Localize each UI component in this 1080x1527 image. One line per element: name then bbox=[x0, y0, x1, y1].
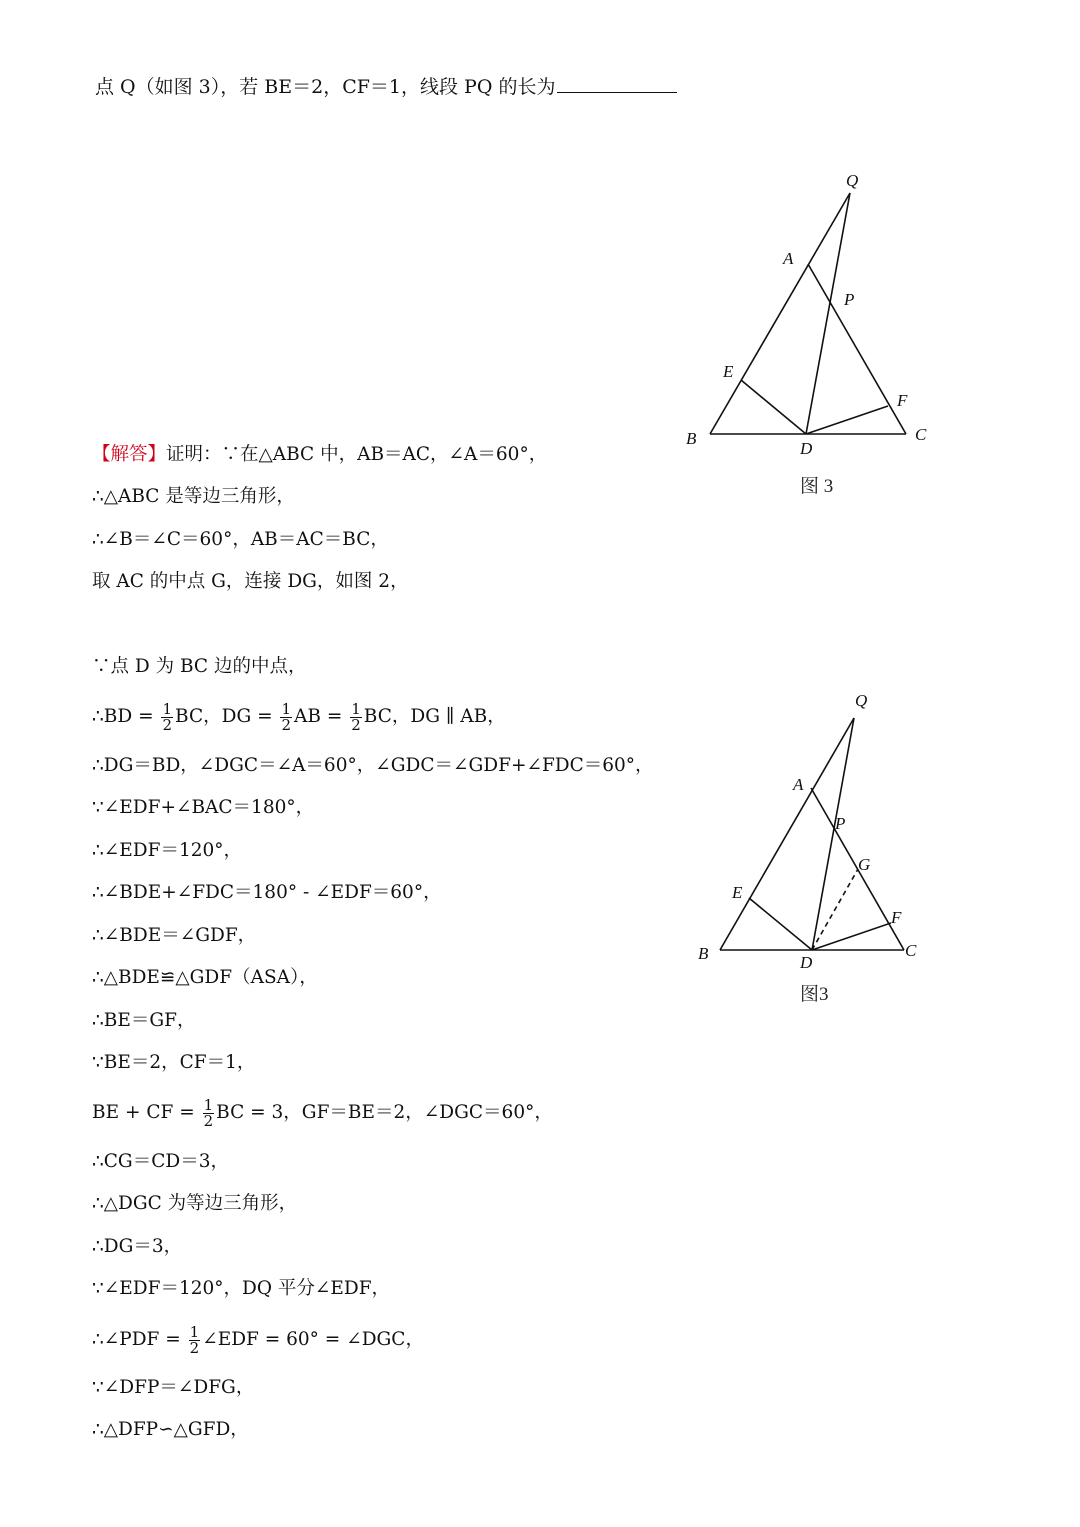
answer-blank bbox=[557, 74, 677, 93]
fraction-denominator: 2 bbox=[162, 715, 173, 734]
solution-tag: 【解答】 bbox=[92, 444, 167, 465]
fraction-numerator: 1 bbox=[281, 699, 292, 718]
fraction-half bbox=[350, 699, 362, 734]
solution-line: ∵点 D 为 BC 边的中点， bbox=[92, 656, 307, 677]
solution-line: 取 AC 的中点 G，连接 DG，如图 2， bbox=[92, 571, 409, 592]
sum-part-2: BC = 3，GF＝BE＝2，∠DGC＝60°， bbox=[216, 1102, 553, 1123]
label-F: F bbox=[891, 908, 902, 927]
label-E: E bbox=[723, 362, 734, 381]
label-Q: Q bbox=[855, 691, 868, 710]
pdf-part-2: ∠EDF = 60° = ∠DGC， bbox=[202, 1329, 424, 1350]
fraction-denominator: 2 bbox=[189, 1338, 200, 1357]
label-C: C bbox=[915, 425, 927, 444]
question-tail: 点 Q（如图 3），若 BE＝2，CF＝1，线段 PQ 的长为 bbox=[95, 76, 556, 98]
solution-line-pdf bbox=[92, 1323, 424, 1357]
solution-line: ∴∠B＝∠C＝60°，AB＝AC＝BC， bbox=[92, 529, 389, 550]
solution-line-bd bbox=[92, 700, 506, 734]
label-F: F bbox=[897, 391, 908, 410]
fraction-half bbox=[203, 1095, 215, 1130]
fraction-half bbox=[189, 1322, 201, 1357]
fraction-denominator: 2 bbox=[351, 715, 361, 734]
fraction-numerator: 1 bbox=[203, 1095, 214, 1114]
solution-line: ∵BE＝2，CF＝1， bbox=[92, 1052, 256, 1073]
solution-line: ∵∠EDF+∠BAC＝180°， bbox=[92, 797, 315, 818]
label-D: D bbox=[800, 953, 813, 972]
label-B: B bbox=[698, 944, 709, 963]
figure-2-caption: 图3 bbox=[800, 984, 829, 1005]
line-DE bbox=[749, 898, 812, 950]
solution-line: ∴CG＝CD＝3， bbox=[92, 1151, 229, 1172]
fraction-half bbox=[161, 699, 173, 734]
solution-line: ∴△DGC 为等边三角形， bbox=[92, 1193, 298, 1214]
solution-line: ∵∠EDF＝120°，DQ 平分∠EDF， bbox=[92, 1278, 391, 1299]
fraction-half bbox=[280, 699, 292, 734]
solution-line: ∴∠EDF＝120°， bbox=[92, 840, 243, 861]
solution-line: ∴△ABC 是等边三角形， bbox=[92, 486, 295, 507]
fraction-numerator: 1 bbox=[189, 1322, 200, 1341]
label-B: B bbox=[686, 429, 697, 448]
figure-1 bbox=[670, 165, 950, 510]
solution-line: ∴DG＝3， bbox=[92, 1236, 183, 1257]
figure-1-caption: 图 3 bbox=[800, 476, 834, 497]
label-A: A bbox=[793, 775, 804, 794]
line-DF bbox=[806, 406, 888, 434]
solution-line-0 bbox=[92, 443, 547, 467]
solution-line: ∴∠BDE＝∠GDF， bbox=[92, 925, 257, 946]
label-C: C bbox=[905, 941, 917, 960]
line-AC bbox=[808, 264, 906, 434]
solution-line: ∴∠BDE+∠FDC＝180° - ∠EDF＝60°， bbox=[92, 882, 442, 903]
pdf-part-1: ∴∠PDF = bbox=[92, 1329, 187, 1350]
solution-line-sum bbox=[92, 1096, 553, 1130]
bd-part-1: ∴BD = bbox=[92, 706, 160, 727]
label-A: A bbox=[783, 249, 794, 268]
solution-line: ∴BE＝GF， bbox=[92, 1010, 196, 1031]
label-P: P bbox=[835, 814, 846, 833]
solution-intro: 证明：∵在△ABC 中，AB＝AC，∠A＝60°， bbox=[166, 444, 548, 465]
fraction-numerator: 1 bbox=[162, 699, 173, 718]
fraction-numerator: 1 bbox=[351, 699, 361, 718]
line-BQ bbox=[710, 193, 850, 434]
solution-line: ∴DG＝BD，∠DGC＝∠A＝60°，∠GDC＝∠GDF+∠FDC＝60°， bbox=[92, 755, 654, 776]
fraction-denominator: 2 bbox=[281, 715, 292, 734]
bd-part-4: BC，DG ∥ AB， bbox=[363, 706, 506, 727]
line-BQ bbox=[720, 718, 854, 950]
solution-line: ∴△BDE≌△GDF（ASA）， bbox=[92, 967, 318, 988]
label-D: D bbox=[800, 439, 813, 458]
sum-part-1: BE + CF = bbox=[92, 1102, 201, 1123]
label-G: G bbox=[858, 855, 871, 874]
figure-2 bbox=[690, 680, 940, 1010]
bd-part-2: BC，DG = bbox=[175, 706, 279, 727]
bd-part-3: AB = bbox=[294, 706, 349, 727]
question-text bbox=[95, 74, 677, 99]
label-E: E bbox=[732, 883, 743, 902]
fraction-denominator: 2 bbox=[203, 1111, 214, 1130]
solution-line: ∴△DFP∽△GFD， bbox=[92, 1419, 249, 1440]
label-P: P bbox=[844, 290, 855, 309]
solution-line: ∵∠DFP＝∠DFG， bbox=[92, 1377, 255, 1398]
line-DF bbox=[812, 923, 891, 950]
line-DQ bbox=[806, 193, 850, 434]
line-DE bbox=[741, 380, 806, 434]
label-Q: Q bbox=[846, 171, 859, 190]
